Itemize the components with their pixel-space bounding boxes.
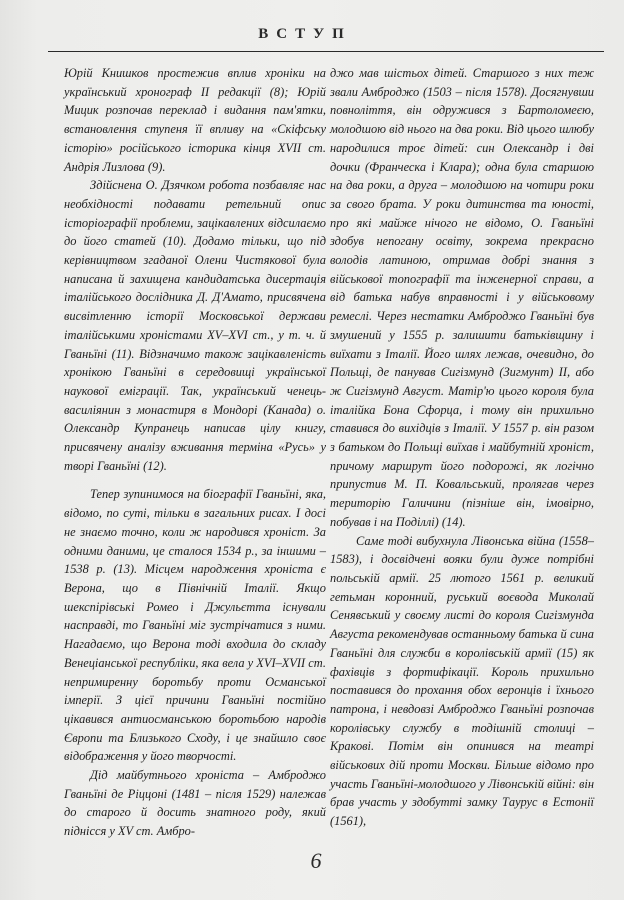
page-number: 6 bbox=[310, 848, 322, 873]
right-paragraph-1: джо мав шістьох дітей. Старшого з них теж звали Амброджо (1503 – після 1578). Досягнувши повноліття, він одружився з Бартоломеєю, молодшою від нього на два роки. Від цього шлюбу народилися троє дітей: син Олександр і дві дочки (Франческа і Клара); одна була старшою на два роки, а друга – молодшою на чотири роки за свого брата. У роки дитинства та юності, про які майже нічого не відомо, О. Гваньїні здобув непогану освіту, зокрема прекрасно володів латиною, отримав добрі знання з військової топографії та інженерної справи, а від батька набув вправності і у військовому ремеслі. Через нестатки Амброджо Гваньїні був змушений у 1555 р. залишити батьківщину і виїхати з Італії. Його шлях лежав, очевидно, до Польщі, де панував Сигізмунд (Зигмунт) ІІ, або ж Сигізмунд Август. Матір'ю цього короля була італійка Бона Сфорца, і тому він прихильно ставився до вихідців з Італії. У 1557 р. він разом з батьком до Польщі виїхав і майбутній хроніст, причому маршрут його подорожі, як логічно припустив М. П. Ковальський, пролягав через територію Галичини (пізніше він, імовірно, побував і на Поділлі) (14). bbox=[330, 66, 594, 529]
right-text-column bbox=[330, 64, 594, 831]
left-paragraph-1: Юрій Книшков простежив вплив хроніки на український хронограф ІІ редакції (8); Юрій Мицик розпочав переклад і видання пам'ятки, встановлення ступеня її впливу на «Скіфську історію» російського історика кінця XVII ст. Андрія Лизлова (9). bbox=[64, 66, 326, 174]
left-paragraph-3: Тепер зупинимося на біографії Гваньїні, яка, відомо, по суті, тільки в загальних рисах. І досі не знаємо точно, коли ж народився хроніст. За одними даними, це сталося 1534 р., за іншими – 1538 р. (13). Місцем народження хроніста є Верона, що в Північній Італії. Якщо шекспірівські Ромео і Джульєтта існували насправді, то Гваньїні міг зустрічатися з ними. Нагадаємо, що Верона тоді входила до складу Венеціанської республіки, яка вела у XVI–XVII ст. непримиренну боротьбу проти Османської імперії. З цієї причини Гваньїні постійно цікавився антиосманською боротьбою народів Європи та Близького Сходу, і це знайшло своє відображення у його творчості. bbox=[64, 487, 326, 764]
right-paragraph-2: Саме тоді вибухнула Лівонська війна (1558–1583), і досвідчені вояки були дуже потрібні польській армії. 25 лютого 1561 р. великий гетьман коронний, руський воєвода Миколай Сенявський у своєму листі до короля Сигізмунда Августа рекомендував останньому батька й сина Гваньїні для служби в королівській армії (15) як фахівців з фортифікації. Король прихильно поставився до прохання обох веронців і їхнього патрона, і невдовзі Амброджо Гваньїні розпочав королівську службу в тодішній столиці – Кракові. Потім він опинився на театрі військових дій проти Москви. Більше відомо про участь Гваньїні-молодшого у Лівонській війні: він брав участь у здобутті замку Тaурус в Естонії (1561), bbox=[330, 533, 594, 829]
left-paragraph-4: Дід майбутнього хроніста – Амброджо Гваньїні де Ріццоні (1481 – після 1529) належав до старого й досить знатного роду, який піднісся у XV ст. Амбро- bbox=[64, 768, 326, 839]
header-rule bbox=[48, 51, 604, 52]
left-paragraph-2: Здійснена О. Дзячком робота позбавляє нас необхідності подавати ретельний опис історіографії проблеми, зацікавлених відсилаємо до його статей (10). Додамо тільки, що під керівництвом згаданої Олени Чистякової була написана й захищена кандидатська дисертація італійського дослідника Д. Д'Амато, присвячена висвітленню історії Московської держави італійськими хроністами XV–XVI ст., у т. ч. й Гваньїні (11). Відзначимо також зацікавленість хронікою Гваньїні в середовищі української наукової еміграції. Так, український ченець-василіянин з монастиря в Мондорі (Канада) о. Олександр Купранець написав цілу книгу, присвячену аналізу вживання терміна «Русь» у творі Гваньїні (12). bbox=[64, 178, 326, 473]
running-header-title: ВСТУП bbox=[258, 26, 352, 42]
left-text-column bbox=[64, 64, 326, 841]
